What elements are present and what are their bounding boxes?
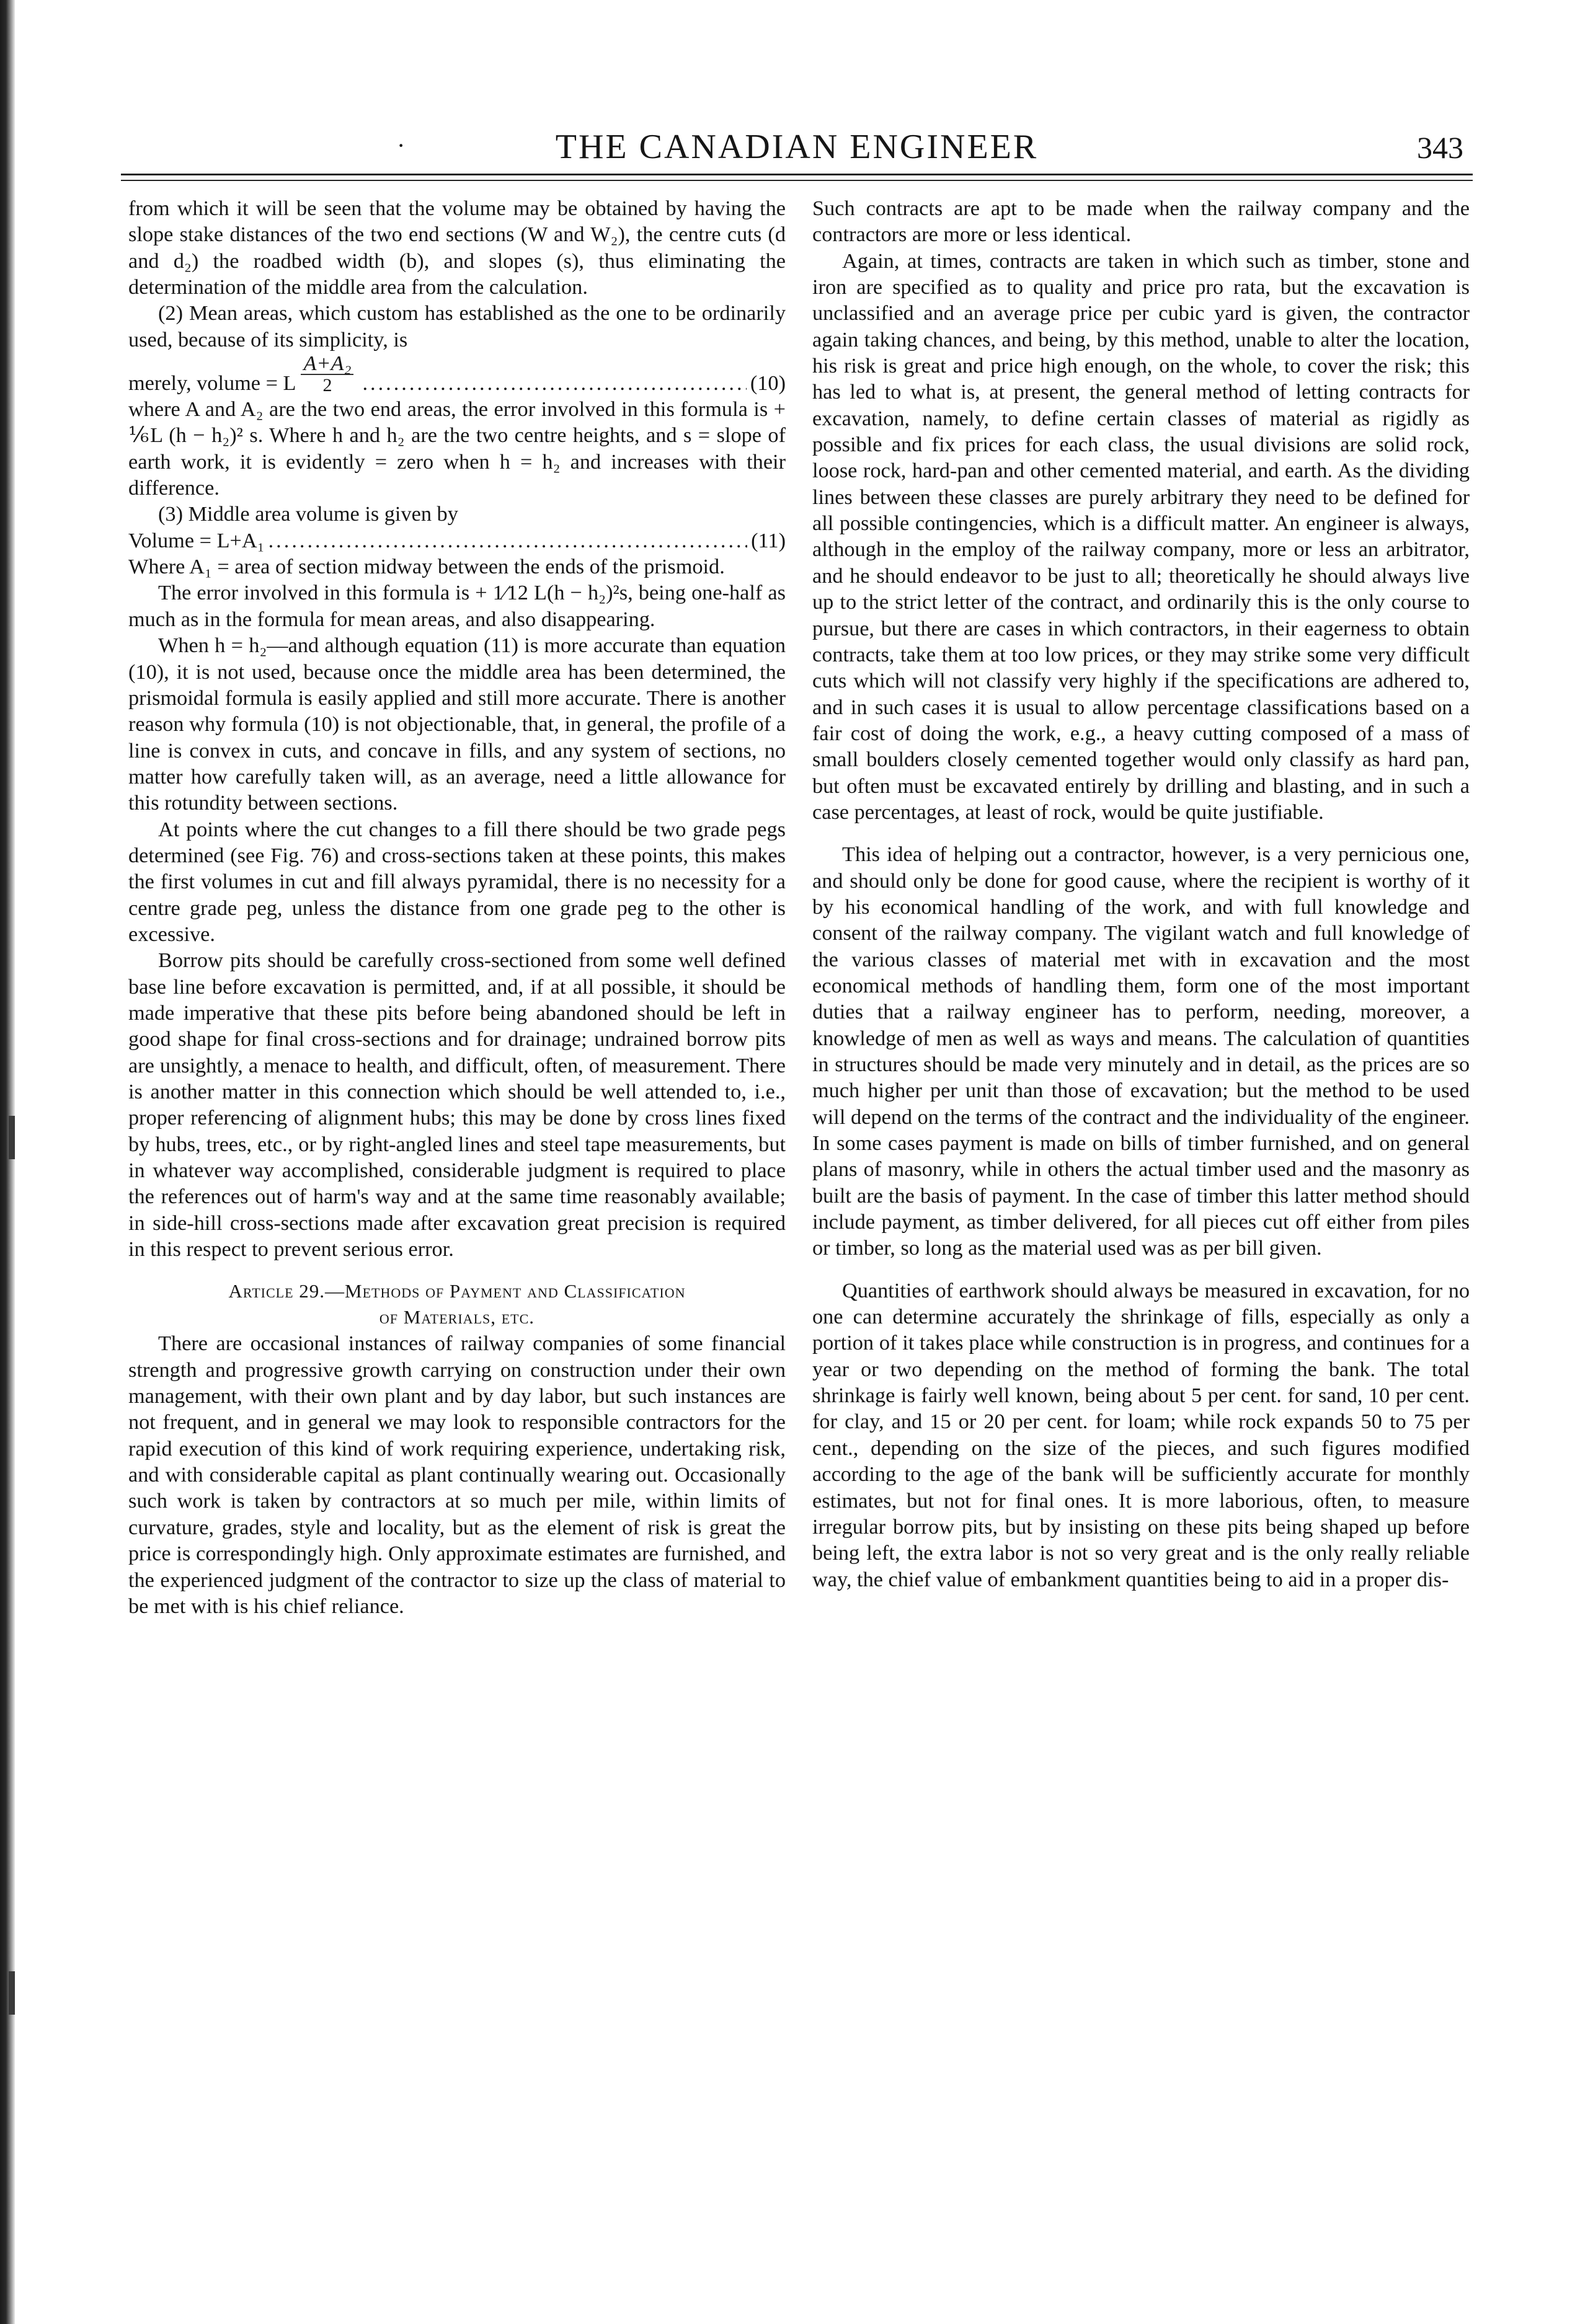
- paragraph: Such contracts are apt to be made when the railway company and the contractors are more or less identical.: [812, 197, 1470, 247]
- journal-title: THE CANADIAN ENGINEER: [555, 128, 1039, 166]
- paragraph: Again, at times, contracts are taken in which such as timber, stone and iron are specified as to quality and price pro rata, but the excavation is unclassified and an average price per cubic yard is given, the contractor again taking chances, and being, by this method, unable to alter the location, his risk is great and price high enough, on the whole, to cover the risk; this has led to what is, at present, the general method of letting contracts for excavation, namely, to define certain classes of material as rigidly as possible and fix prices for each class, the usual divisions are solid rock, loose rock, hard-pan and other cemented material, and earth. As the dividing lines between these classes are purely arbitrary they need to be defined for all possible contingencies, which is a difficult matter. An engineer is always, although in the employ of the railway company, more or less an arbitrator, and he should endeavor to be just to all; theoretically he should always live up to the strict letter of the contract, and ordinarily this is the only course to pursue, but there are cases in which contractors, in their eagerness to obtain contracts, take them at too low prices, or they may strike some very difficult cuts which will not classify very highly if the specifications are adhered to, and in such cases it is usual to allow percentage classifications based on a fair cost of doing the work, e.g., a heavy cutting composed of a mass of small boulders closely cemented together would only classify as hard pan, but often must be excavated entirely by drilling and blasting, and in such a case percentages, at least of rock, would be quite justifiable.: [812, 249, 1470, 824]
- article-heading: [128, 1278, 786, 1330]
- paragraph: (2) Mean areas, which custom has established as the one to be ordinarily used, because of its simplicity, is: [128, 301, 786, 351]
- paragraph-gap: [812, 825, 1470, 841]
- page-number: 343: [1417, 130, 1463, 165]
- paragraph: When h = h₂—and although equation (11) is more accurate than equation (10), it is not used, because once the middle area has been determined, the prismoidal formula is easily applied and still more accurate. There is another reason why formula (10) is not objectionable, that, in general, the profile of a line is convex in cuts, and concave in fills, and any system of sections, no matter how carefully taken will, as an average, need a little allowance for this rotundity between sections.: [128, 634, 786, 815]
- binding-mark: [9, 1116, 15, 1159]
- paragraph-gap: [812, 1261, 1470, 1278]
- formula-lhs: Volume = L+A₁: [128, 528, 265, 552]
- paragraph: At points where the cut changes to a fill there should be two grade pegs determined (see Fig. 76) and cross-sections taken at these points, this makes the first volumes in cut and fill always pyramidal, there is no necessity for a centre grade peg, unless the distance from one grade peg to the other is excessive.: [128, 817, 786, 946]
- fraction-denominator: 2: [322, 375, 332, 396]
- formula-11: [128, 528, 786, 554]
- fraction-numerator: A+A₂: [301, 353, 353, 375]
- paragraph: There are occasional instances of railway companies of some financial strength and progressive growth carrying on construction under their own management, with their own plant and by day labor, but such instances are not frequent, and in general we may look to responsible contractors for the rapid execution of this kind of work requiring experience, undertaking risk, and with considerable capital as plant continually wearing out. Occasionally such work is taken by contractors at so much per mile, within limits of curvature, grades, style and locality, but as the element of risk is great the price is correspondingly high. Only approximate estimates are furnished, and the experienced judgment of the contractor to size up the class of material to be met with is his chief reliance.: [128, 1332, 786, 1618]
- paragraph: This idea of helping out a contractor, however, is a very pernicious one, and should only be done for good cause, where the recipient is worthy of it by his economical handling of the work, and with full knowledge and consent of the railway company. The vigilant watch and full knowledge of the various classes of material met with in excavation and the most economical methods of handling them, form one of the most important duties that a railway engineer has to perform, needing, moreover, a knowledge of men as well as ways and means. The calculation of quantities in structures should be made very minutely and in detail, as the prices are so much higher per unit than those of excavation; but the method to be used will depend on the terms of the contract and the individuality of the engineer. In some cases payment is made on bills of timber furnished, and on general plans of masonry, while in others the actual timber used and the masonry as built are the basis of payment. In the case of timber this latter method should include payment, as timber delivered, for all pieces cut off either from piles or timber, so long as the material used was as per bill given.: [812, 842, 1470, 1260]
- paragraph: Borrow pits should be carefully cross-sectioned from some well defined base line before excavation is permitted, and, if at all possible, it should be made imperative that these pits before being abandoned should be left in good shape for final cross-sections and for drainage; undrained borrow pits are unsightly, a menace to health, and difficult, often, of measurement. There is another matter in this connection which should be well attended to, i.e., proper referencing of alignment hubs; this may be done by cross lines fixed by hubs, trees, etc., or by right-angled lines and steel tape measurements, but in whatever way accomplished, considerable judgment is required to place the references out of harm's way and at the same time reasonably available; in side-hill cross-sections made after excavation great precision is required in this respect to prevent serious error.: [128, 948, 786, 1261]
- formula-10: [128, 353, 786, 396]
- equation-number: (10): [750, 371, 786, 395]
- left-column: [128, 195, 786, 2284]
- header-rule: [121, 174, 1473, 175]
- paragraph: Quantities of earthwork should always be measured in excavation, for no one can determine accurately the shrinkage of fills, especially as only a portion of it takes place while construction is in progress, and continues for a year or two depending on the method of forming the bank. The total shrinkage is fairly well known, being about 5 per cent. for sand, 10 per cent. for clay, and 15 or 20 per cent. for loam; while rock expands 50 to 75 per cent., depending on the size of the pieces, and such figures modified according to the age of the bank will be sufficiently accurate for monthly estimates, but not for final ones. It is more laborious, often, to measure irregular borrow pits, but by insisting on these pits being shaped up before being left, the extra labor is not so very great and is the only really reliable way, the chief value of embankment quantities being to aid in a proper dis-: [812, 1278, 1470, 1591]
- leader-dots: [269, 528, 748, 554]
- article-heading-line: of Materials, etc.: [379, 1306, 535, 1328]
- article-heading-line: Article 29.—Methods of Payment and Classification: [228, 1280, 686, 1302]
- paragraph: from which it will be seen that the volume may be obtained by having the slope stake distances of the two end sections (W and W₂), the centre cuts (d and d₂) the roadbed width (b), and slopes (s), thus eliminating the determination of the middle area from the calculation.: [128, 197, 786, 299]
- header-rule-secondary: [121, 180, 1473, 181]
- paragraph: (3) Middle area volume is given by: [158, 502, 458, 526]
- leader-dots: [362, 370, 746, 396]
- header-mark: ·: [397, 131, 406, 159]
- binding-mark: [9, 1971, 15, 2015]
- paragraph: where A and A₂ are the two end areas, the error involved in this formula is + ⅙L (h − h₂)² s. Where h and h₂ are the two centre heights, and s = slope of earth work, it is evidently = zero when h = h₂ and increases with their difference.: [128, 397, 786, 500]
- running-header: [130, 127, 1463, 170]
- formula-fraction: [301, 353, 353, 396]
- equation-number: (11): [751, 528, 786, 552]
- paragraph: Where A₁ = area of section midway between the ends of the prismoid.: [128, 555, 725, 579]
- paragraph: The error involved in this formula is + 1⁄12 L(h − h₂)²s, being one-half as much as in the formula for mean areas, and also disappearing.: [128, 581, 786, 631]
- right-column: [812, 195, 1470, 2284]
- formula-lhs: merely, volume = L: [128, 371, 296, 395]
